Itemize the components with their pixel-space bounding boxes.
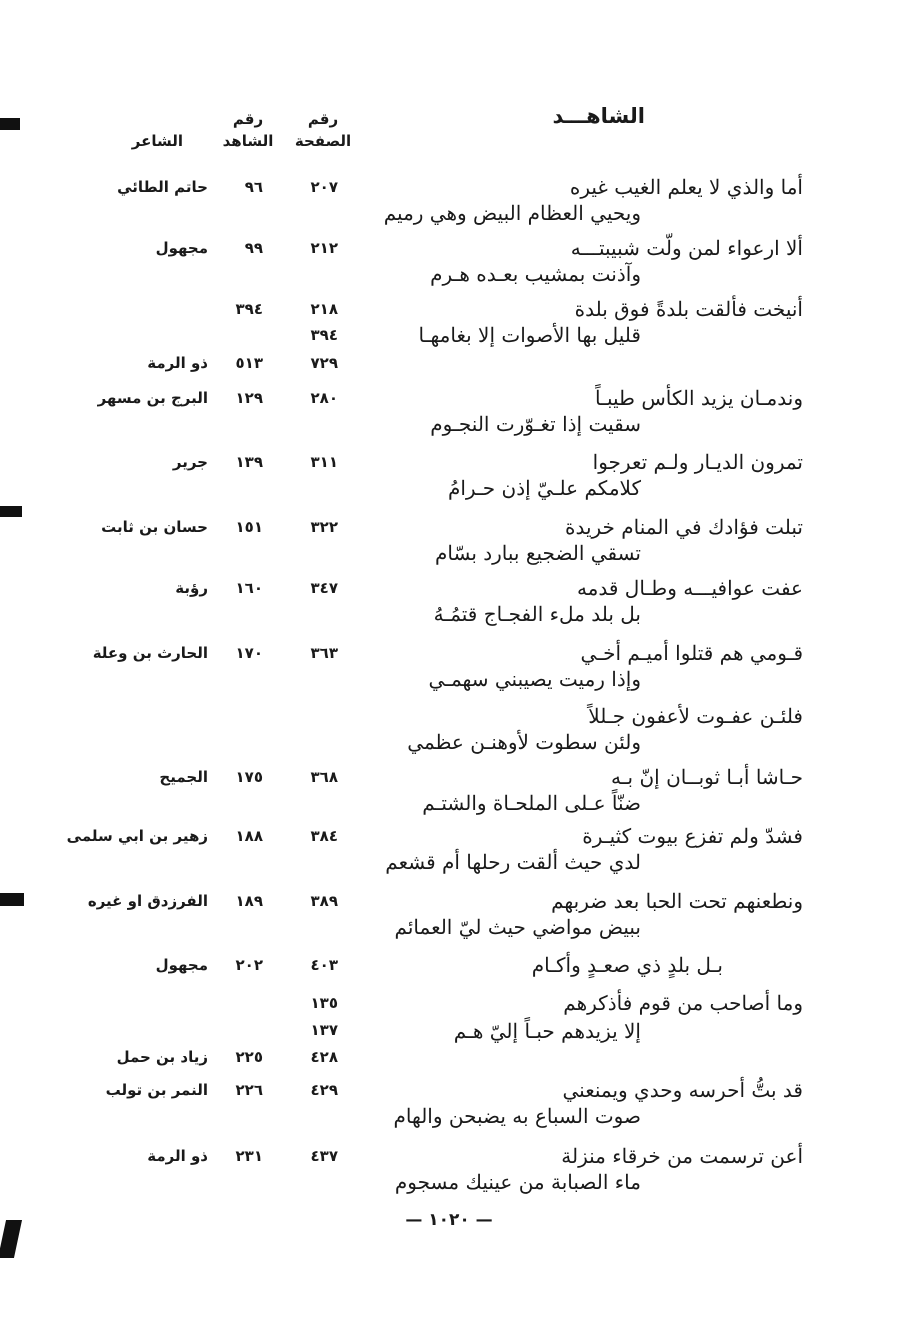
poet-name: الجميح <box>159 768 208 786</box>
verse-line-first: حـاشا أبـا ثوبــان إنّ بـه <box>610 765 803 789</box>
page-number: ٣٨٤ <box>310 827 338 845</box>
page-number: ٣٩٤ <box>310 326 338 344</box>
verse-line-first: وندمـان يزيد الكأس طيبـاً <box>595 386 803 410</box>
verse-line-second: صوت السباع به يضبحن والهام <box>393 1104 641 1128</box>
column-header-number <box>218 108 278 152</box>
citation-number: ١٨٨ <box>235 827 263 845</box>
poet-name: حسان بن ثابت <box>101 518 208 536</box>
verse-line-second: ولئن سطوت لأوهنـن عظمي <box>407 730 641 754</box>
verse-line-second: قليل بها الأصوات إلا بغامهـا <box>418 323 641 347</box>
poet-name: رؤبة <box>175 579 208 597</box>
poet-name: ذو الرمة <box>147 1147 208 1165</box>
citation-number: ٢٢٦ <box>235 1081 263 1099</box>
scan-margin-mark <box>0 118 20 130</box>
verse-line-second: ماء الصبابة من عينيك مسجوم <box>394 1170 641 1194</box>
citation-number: ٢٠٢ <box>235 956 263 974</box>
column-header-poet: الشاعر <box>131 132 183 150</box>
citation-number: ١٧٠ <box>235 644 263 662</box>
citation-number: ١٨٩ <box>235 892 263 910</box>
verse-line-second: ببيض مواضي حيث ليّ العمائم <box>394 915 641 939</box>
header-line: رقم <box>307 110 339 128</box>
page-number: ٣٦٣ <box>310 644 338 662</box>
verse-line-first: قـومي هم قتلوا أميـم أخـي <box>580 641 803 665</box>
column-header-verse: الشاهـــد <box>552 104 645 128</box>
poet-name: زياد بن حمل <box>116 1048 208 1066</box>
poet-name: البرج بن مسهر <box>97 389 208 407</box>
verse-line-second: ضنّاً عـلى الملحـاة والشتـم <box>422 791 641 815</box>
scan-margin-mark <box>0 893 24 906</box>
verse-line-second: بل بلد ملء الفجـاج قتمُـهُ <box>433 602 641 626</box>
scan-margin-mark <box>0 506 22 517</box>
citation-number: ٩٦ <box>244 178 263 196</box>
verse-line-second: تسقي الضجيع ببارد بسّام <box>435 541 641 565</box>
page-number: ٤٣٧ <box>310 1147 338 1165</box>
poet-name: الفرزدق او غيره <box>87 892 208 910</box>
verse-line-first: تبلت فؤادك في المنام خريدة <box>564 515 803 539</box>
poet-name: زهير بن ابي سلمى <box>66 827 208 845</box>
citation-number: ١٦٠ <box>235 579 263 597</box>
page-number: ١٣٥ <box>310 994 338 1012</box>
header-line: رقم <box>232 110 264 128</box>
page-number: ٣٤٧ <box>310 579 338 597</box>
verse-line-second: ويحيي العظام البيض وهي رميم <box>383 201 641 225</box>
verse-line-second: كلامكم علـيّ إذن حـرامُ <box>447 476 641 500</box>
verse-line-second: لدي حيث ألقت رحلها أم قشعم <box>385 850 641 874</box>
verse-line-first: وما أصاحب من قوم فأذكرهم <box>563 991 803 1015</box>
page-number: ٤٠٣ <box>310 956 338 974</box>
verse-line-first: فشدّ ولم تفزع بيوت كثيـرة <box>582 824 803 848</box>
page-folio-number: — ١٠٢٠ — <box>405 1210 493 1230</box>
verse-line-second: سقيت إذا تغـوّرت النجـوم <box>430 412 641 436</box>
poet-name: مجهول <box>155 239 208 257</box>
citation-number: ١٣٩ <box>235 453 263 471</box>
page-number: ٣٢٢ <box>310 518 338 536</box>
verse-line-second: وإذا رميت يصيبني سهمـي <box>428 667 641 691</box>
citation-number: ٣٩٤ <box>235 300 263 318</box>
column-header-page <box>288 108 358 152</box>
verse-line-first: أما والذي لا يعلم الغيب غيره <box>569 175 803 199</box>
poet-name: ذو الرمة <box>147 354 208 372</box>
page-number: ٣٨٩ <box>310 892 338 910</box>
verse-line-second: وآذنت بمشيب بعـده هـرم <box>430 262 641 286</box>
verse-line-first: أعن ترسمت من خرقاء منزلة <box>561 1144 803 1168</box>
poet-name: الحارث بن وعلة <box>92 644 208 662</box>
page-number: ١٣٧ <box>310 1021 338 1039</box>
page-number: ٢١٨ <box>310 300 338 318</box>
citation-number: ٩٩ <box>244 239 263 257</box>
page-number: ٧٢٩ <box>310 354 338 372</box>
poet-name: حاتم الطائي <box>117 178 208 196</box>
poet-name: النمر بن تولب <box>105 1081 208 1099</box>
citation-number: ٢٢٥ <box>235 1048 263 1066</box>
citation-number: ١٧٥ <box>235 768 263 786</box>
page-number: ٢٠٧ <box>310 178 338 196</box>
page-number: ٢٨٠ <box>310 389 338 407</box>
page-number: ٤٢٩ <box>310 1081 338 1099</box>
verse-line-first: بـل بلدٍ ذي صعـدٍ وأكـام <box>531 953 723 977</box>
verse-line-first: قد بتُّ أحرسه وحدي ويمنعني <box>562 1078 803 1102</box>
citation-number: ٥١٣ <box>235 354 263 372</box>
verse-line-first: فلئـن عفـوت لأعفون جـللاً <box>588 704 803 728</box>
verse-line-first: ونطعنهم تحت الحبا بعد ضربهم <box>551 889 803 913</box>
citation-number: ١٢٩ <box>235 389 263 407</box>
header-line: الصفحة <box>294 132 352 150</box>
page-number: ٣٦٨ <box>310 768 338 786</box>
poet-name: جرير <box>172 453 208 471</box>
poet-name: مجهول <box>155 956 208 974</box>
verse-line-first: تمرون الديـار ولـم تعرجوا <box>592 450 803 474</box>
verse-line-first: ألا ارعواء لمن ولّت شبيبتـــه <box>570 236 803 260</box>
verse-line-first: عفت عوافيـــه وطـال قدمه <box>576 576 803 600</box>
header-line: الشاهد <box>222 132 274 150</box>
citation-number: ٢٣١ <box>235 1147 263 1165</box>
page-number: ٢١٢ <box>310 239 338 257</box>
verse-line-second: إلا يزيدهم حبـاً إليّ هـم <box>453 1019 641 1043</box>
page-number: ٣١١ <box>310 453 338 471</box>
page-number: ٤٢٨ <box>310 1048 338 1066</box>
citation-number: ١٥١ <box>235 518 263 536</box>
verse-line-first: أنيخت فألقت بلدةً فوق بلدة <box>574 297 803 321</box>
